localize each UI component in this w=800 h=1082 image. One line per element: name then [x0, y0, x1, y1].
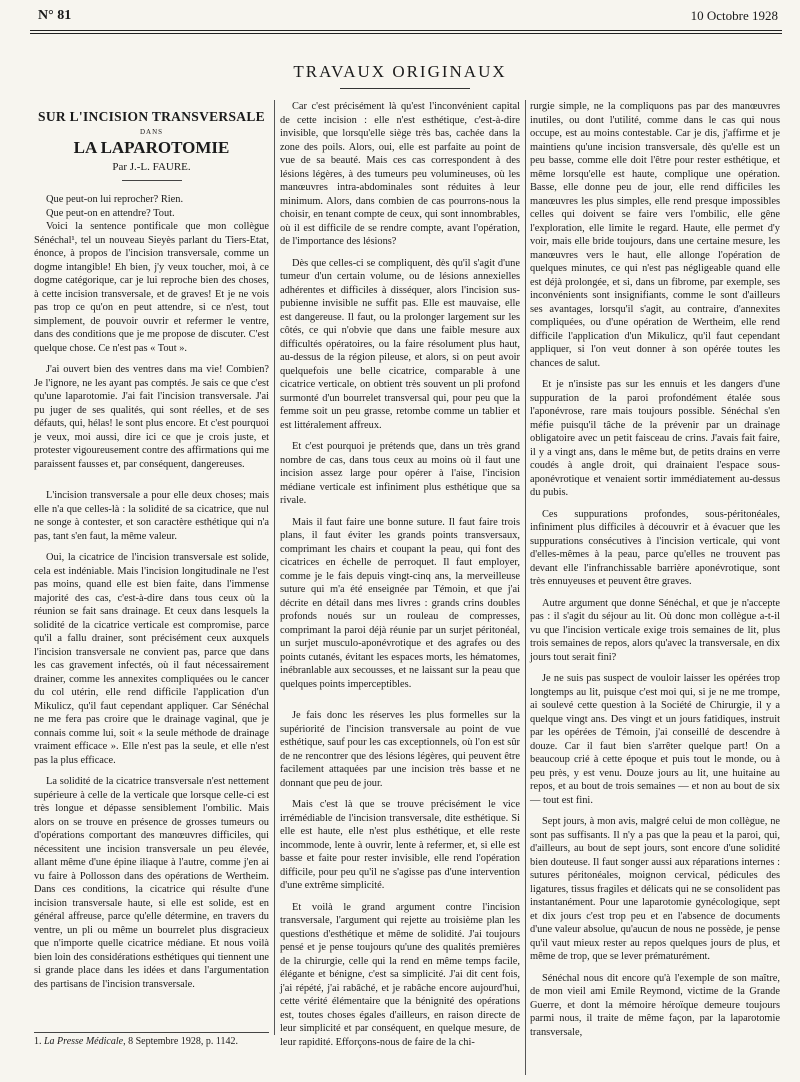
article-author: Par J.-L. FAURE.: [112, 160, 191, 173]
paragraph: Sept jours, à mon avis, malgré celui de mon collègue, ne sont pas suffisants. Il n'y a pas que la peau et la paroi, qui, d'ailleurs, au bout de sept jours, sont encore d'une solidité bien douteuse. Il faut songer aussi aux réparations internes : sutures péritonéales, moignon cervical, pédicules des ligatures, tissus fragiles et délicats qui ne se consolident pas instantanément. Pour une laparotomie gynécologique, sept et dix jours c'est trop peu et en l'absence de documents d'une valeur absolue, qu'aucun de nous ne possède, je pense qu'il vaut mieux rester au repos quelques jours de plus, et même de trop, que se lever prématurément.: [530, 816, 780, 962]
title-separator: [122, 180, 182, 181]
paragraph: Que peut-on en attendre? Tout.: [46, 207, 175, 219]
article-title-connector: DANS: [139, 127, 164, 136]
issue-date: 10 Octobre 1928: [690, 8, 778, 23]
column-divider-2: [525, 100, 526, 1075]
paragraph: Mais c'est là que se trouve précisément le vice irrémédiable de l'incision transversale, dite esthétique. Si elle est haute, elle n'est plus esthétique, et elle reste incommode, lente à ouvrir, lente à refermer, et, si elle est basse et faite pour rester invisible, elle rend l'opération difficile, pour peu qu'il ne s'agisse pas d'une intervention d'une extrême simplicité.: [280, 799, 520, 891]
paragraph: Dès que celles-ci se compliquent, dès qu'il s'agit d'une tumeur d'un certain volume, ou de lésions annexielles adhérentes et difficiles à disséquer, alors l'incision sus-pubienne invisible ne suffit pas. Elle est mauvaise, elle est dangereuse. Il faut, ou la prolonger largement sur les côtés, ce qui n'obvie que dans une faible mesure aux difficultés opératoires, ou la faire résolument plus haut, au-dessus de la région pileuse, et alors, si on peut avoir quelquefois une belle cicatrice, comparable à une cicatrice verticale, on obtient très souvent un pli profond surmonté d'un bourrelet transversal qui, pour peu que la femme soit un peu grasse, retombe comme un tablier et est littéralement affreux.: [280, 257, 520, 431]
column-2: [280, 100, 520, 1057]
column-1: [34, 100, 269, 999]
paragraph: Je ne suis pas suspect de vouloir laisser les opérées trop longtemps au lit, puisque c'est moi qui, si je ne me trompe, ai soulevé cette question à la Société de Chirurgie, il y a quelque vingt ans. Des vingt et un jours fatidiques, instruit par les opérées de Témoin, j'ai conseillé de descendre à douze. Car il faut bien s'arrêter quelque part! On a beaucoup crié à cette époque et puis tout le monde, ou à peu près, y est venu. Douze jours au lit, une huitaine au repos, et au bout de trois semaines — et non au bout de six — tout est fini.: [530, 673, 780, 806]
paragraph: Je fais donc les réserves les plus formelles sur la supériorité de l'incision transversale au point de vue esthétique, sauf pour les cas exceptionnels, où l'on est sûr de ne rencontrer que des lésions légères, qui peuvent être facilement attaquées par une incision très basse et ne donnant que peu de jour.: [280, 710, 520, 789]
header-rule: [30, 30, 782, 31]
footnote-rule: [34, 1032, 269, 1033]
paragraph: Autre argument que donne Sénéchal, et que je n'accepte pas : il s'agit du séjour au lit. Où donc mon collègue a-t-il vu que l'incision verticale exige trois semaines de lit, plus trois semaines de repos, alors qu'avec la transversale, en dix jours tout serait fini?: [530, 597, 780, 663]
paragraph: rurgie simple, ne la compliquons pas par des manœuvres inutiles, ou dont l'utilité, comme dans le cas qui nous occupe, est au moins contestable. Car je dis, j'affirme et je maintiens qu'une incision transversale, dès qu'elle est un peu basse, comme elle doit l'être pour rester esthétique, et même lorsqu'elle est haute, complique une opération. Basse, elle donne peu de jour, elle rend difficiles les manœuvres les plus simples, elle rend presque impossibles celles qui doivent se faire vers l'ombilic, elle gêne l'exploration, elle limite le regard. Haute, elle permet d'y voir, mais elle bride toujours, dans une certaine mesure, les manœuvres vers le haut, elle allonge l'opération de quelques minutes, ce qui n'est pas négligeable quand elle est déjà prolongée, et si, dans un fibrome, par exemple, ses inconvénients sont insignifiants, comme le sont d'ailleurs ses avantages, lorsqu'il s'agit, au contraire, d'annexites compliquées, ou d'une opération de Wertheim, elle rend difficile l'application d'un Mikulicz, qu'il faut cependant appliquer, si l'on veut donner à son opérée toutes les chances de salut.: [530, 101, 780, 369]
footnote-detail: , 8 Septembre 1928, p. 1142.: [123, 1036, 238, 1047]
paragraph: Oui, la cicatrice de l'incision transversale est solide, cela est indéniable. Mais l'incision longitudinale ne l'est pas moins, quand elle est bien faite, dans l'immense majorité des cas, c'est-à-dire dans tous ceux où la réunion se fait sans drainage. Et ceux dans lesquels la solidité de la cicatrice verticale est compromise, parce qu'il a fallu drainer, sont précisément ceux auxquels l'incision transversale ne convient pas, parce que dans les cas gravement infectés, où il faut nécessairement drainer, comme les annexites compliquées ou le cancer du col utérin, elle rend difficile l'application d'un Mikulicz, qu'il faut cependant appliquer. Car Sénéchal ne me fera pas croire que le drainage vaginal, que je connais comme lui, soit « la seule méthode de drainage vraiment efficace ». Elle n'est pas la seule, et elle n'est pas la plus efficace.: [34, 552, 269, 766]
paragraph: Et c'est pourquoi je prétends que, dans un très grand nombre de cas, dans tous ceux au moins où il faut une incision assez large pour opérer à l'aise, l'incision médiane verticale est infiniment plus esthétique que sa rivale.: [280, 441, 520, 506]
paragraph: J'ai ouvert bien des ventres dans ma vie! Combien? Je l'ignore, ne les ayant pas comptés. Je sais ce que c'est qu'une laparotomie. J'ai fait l'incision transversale. J'ai pu juger de ses qualités, qui sont réelles, et de ses défauts, qui, hélas! le sont plus encore. Et c'est pourquoi je veux, moi aussi, dire ici ce que je crois juste, et protester vigoureusement contre des affirmations qui me paraissent fausses et, par conséquent, dangereuses.: [34, 364, 269, 470]
paragraph: Que peut-on lui reprocher? Rien.: [46, 194, 184, 205]
header-rule-thin: [30, 33, 782, 34]
spacer: [280, 699, 520, 709]
column-divider-1: [274, 100, 275, 1035]
issue-number: N° 81: [38, 8, 72, 23]
paragraph: Voici la sentence pontificale que mon collègue Sénéchal¹, tel un nouveau Sieyès parlant du Tiers-Etat, énonce, à propos de l'incision transversale, comme un dogme intangible! Eh bien, j'y veux toucher, moi, à ce dogme catégorique, car je lui reproche bien des choses, à cette incision transversale, et de graves! Et je ne vois pas trop ce qu'on en peut attendre, si ce n'est, tout simplement, de pouvoir ouvrir et refermer le ventre, dans des conditions que je me propose de discuter. C'est quelque chose. Ce n'est pas « Tout ».: [34, 221, 269, 354]
paragraph: Et voilà le grand argument contre l'incision transversale, l'argument qui rejette au troisième plan les questions d'esthétique et même de solidité. J'ai toujours pensé et je pense toujours qu'une des qualités premières de la chirurgie, celle qui la rend en même temps facile, élégante et bénigne, c'est sa simplicité. J'ai dit cent fois, j'ai répété, j'ai rabâché, et je rabâche encore aujourd'hui, cette vérité élémentaire que la bénignité des opérations est, toutes choses égales d'ailleurs, en raison directe de leur simplicité et par conséquent, en quelque mesure, de leur rapidité. Efforçons-nous de faire de la chi-: [280, 901, 520, 1048]
section-underline: [340, 88, 470, 89]
paragraph: Car c'est précisément là qu'est l'inconvénient capital de cette incision : elle n'est esthétique, c'est-à-dire invisible, que lorsqu'elle siège très bas, cachée dans la zone des poils. Alors, oui, elle est parfaite au point de vue de sa beauté. Mais ces cas correspondent à des lésions légères, à des tumeurs peu volumineuses, où les manœuvres intra-abdominales sont réduites à leur minimum. Alors, dans combien de cas pourrons-nous la choisir, en tenant compte de ceux, qui sont innombrables, où il est difficile de se rendre compte, avant l'opération, de l'importance des lésions?: [280, 101, 520, 247]
spacer: [34, 479, 269, 489]
paragraph: La solidité de la cicatrice transversale n'est nettement supérieure à celle de la verticale que lorsque celle-ci est très longue et dépasse sensiblement l'ombilic. Mais alors on se trouve en présence de grosses tumeurs ou d'opérations comportant des manœuvres difficiles, qui nécessitent une incision transversale un peu élevée, allant même d'une épine iliaque à l'autre, comme j'en ai vu faire à Pollosson dans des opérations de Wertheim. Dans ces conditions, la cicatrice qui résulte d'une incision transversale haute, si elle est solide, est en général affreuse, parce qu'elle détermine, en travers du ventre, un pli ou même un bourrelet plus disgracieux que n'importe quelle cicatrice médiane. Et nous voilà bien loin des considérations esthétiques qui tiennent une si grande place dans les idées et dans l'argumentation des partisans de l'incision transversale.: [34, 776, 269, 990]
footnote-number: 1.: [34, 1036, 42, 1047]
paragraph: Ces suppurations profondes, sous-péritonéales, infiniment plus difficiles à découvrir et à évacuer que les suppurations consécutives à l'incision verticale, qui vont d'elles-mêmes à la peau, parce qu'elles ne trouvent pas devant elle l'infranchissable barrière aponévrotique, sont très ennuyeuses et peuvent être graves.: [530, 508, 780, 587]
paragraph: L'incision transversale a pour elle deux choses; mais elle n'a que celles-là : la solidité de sa cicatrice, que nul ne songe à contester, et son caractère esthétique qui n'a pas, tant s'en faut, la même valeur.: [34, 490, 269, 542]
paragraph: Et je n'insiste pas sur les ennuis et les dangers d'une suppuration de la paroi profondément étalée sous l'aponévrose, rare mais toujours possible. Sénéchal s'en méfie puisqu'il tâche de la prévenir par un drainage obligatoire avec un petit faisceau de crins. J'avais fait faire, il y a vingt ans, dans le même but, de petits drains en verre coudés à angle droit, qui drainaient l'espace sous-aponévrotique et venaient sortir immédiatement au-dessus du pubis.: [530, 379, 780, 498]
paragraph: Mais il faut faire une bonne suture. Il faut faire trois plans, il faut éviter les grands points transversaux, comprimant les chairs et coupant la peau, qui font des cicatrices en échelle de perroquet. Il faut employer, comme je le fais depuis vingt-cinq ans, la merveilleuse suture qui m'a été enseignée par Témoin, et que j'ai décrite en détail dans mes livres : grands crins doubles profonds noués sur un rouleau de compresses, comprimant la paroi déjà réunie par un surjet péritonéal, un surjet musculo-aponévrotique et des agrafes ou des points cutanés, évitant les espaces morts, les hématomes, inébranlable aux secousses, et ne laissant sur la peau que quelques points imperceptibles.: [280, 516, 520, 690]
column-3: [530, 100, 780, 1047]
footnote-source: La Presse Médicale: [44, 1036, 124, 1047]
article-title-main: LA LAPAROTOMIE: [73, 138, 230, 157]
footnote: [34, 1036, 269, 1047]
paragraph: Sénéchal nous dit encore qu'à l'exemple de son maître, de mon vieil ami Emile Reymond, victime de la Grande Guerre, et dont la mémoire héroïque demeure toujours parmi nous, il traite de même façon, par la laparotomie transversale,: [530, 972, 780, 1038]
article-title: SUR L'INCISION TRANSVERSALE: [38, 109, 265, 124]
section-title: TRAVAUX ORIGINAUX: [293, 62, 507, 81]
